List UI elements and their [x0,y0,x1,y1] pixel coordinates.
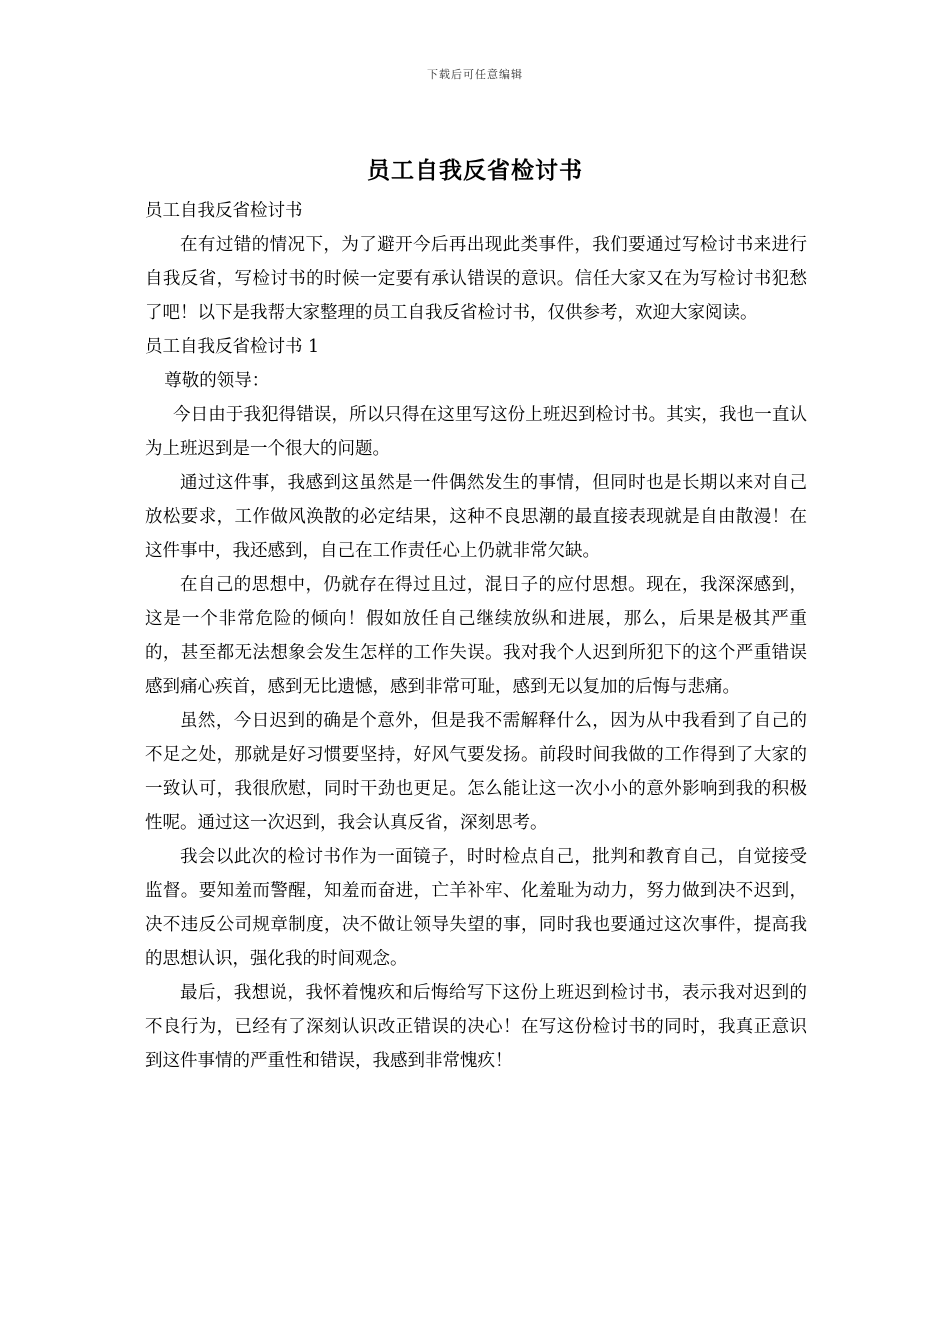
salutation: 尊敬的领导： [164,371,270,391]
section-title: 员工自我反省检讨书 1 [145,337,320,357]
header-note: 下载后可任意编辑 [427,68,523,81]
document-title: 员工自我反省检讨书 [367,158,583,184]
document-subtitle: 员工自我反省检讨书 [145,201,303,221]
body-paragraph: 通过这件事，我感到这虽然是一件偶然发生的事情，但同时也是长期以来对自己放松要求，工作做风涣散的必定结果，这种不良思潮的最直接表现就是自由散漫！在这件事中，我还感到，自己在工作责任心上仍就非常欠缺。 [145,473,807,561]
body-paragraph: 今日由于我犯得错误，所以只得在这里写这份上班迟到检讨书。其实，我也一直认为上班迟到是一个很大的问题。 [145,405,807,459]
body-paragraph: 虽然，今日迟到的确是个意外，但是我不需解释什么，因为从中我看到了自己的不足之处，那就是好习惯要坚持，好风气要发扬。前段时间我做的工作得到了大家的一致认可，我很欣慰，同时干劲也更足。怎么能让这一次小小的意外影响到我的积极性呢。通过这一次迟到，我会认真反省，深刻思考。 [145,711,807,833]
body-paragraph: 最后，我想说，我怀着愧疚和后悔给写下这份上班迟到检讨书，表示我对迟到的不良行为，已经有了深刻认识改正错误的决心！在写这份检讨书的同时，我真正意识到这件事情的严重性和错误，我感到非常愧疚！ [145,983,807,1071]
body-paragraph: 在自己的思想中，仍就存在得过且过，混日子的应付思想。现在，我深深感到，这是一个非常危险的倾向！假如放任自己继续放纵和进展，那么，后果是极其严重的，甚至都无法想象会发生怎样的工作失误。我对我个人迟到所犯下的这个严重错误感到痛心疾首，感到无比遗憾，感到非常可耻，感到无以复加的后悔与悲痛。 [145,575,807,697]
body-paragraph: 我会以此次的检讨书作为一面镜子，时时检点自己，批判和教育自己，自觉接受监督。要知羞而警醒，知羞而奋进，亡羊补牢、化羞耻为动力，努力做到决不迟到，决不违反公司规章制度，决不做让领导失望的事，同时我也要通过这次事件，提高我的思想认识，强化我的时间观念。 [145,847,807,969]
intro-paragraph: 在有过错的情况下，为了避开今后再出现此类事件，我们要通过写检讨书来进行自我反省，写检讨书的时候一定要有承认错误的意识。信任大家又在为写检讨书犯愁了吧！以下是我帮大家整理的员工自我反省检讨书，仅供参考，欢迎大家阅读。 [145,235,807,323]
document-body [145,194,807,1078]
